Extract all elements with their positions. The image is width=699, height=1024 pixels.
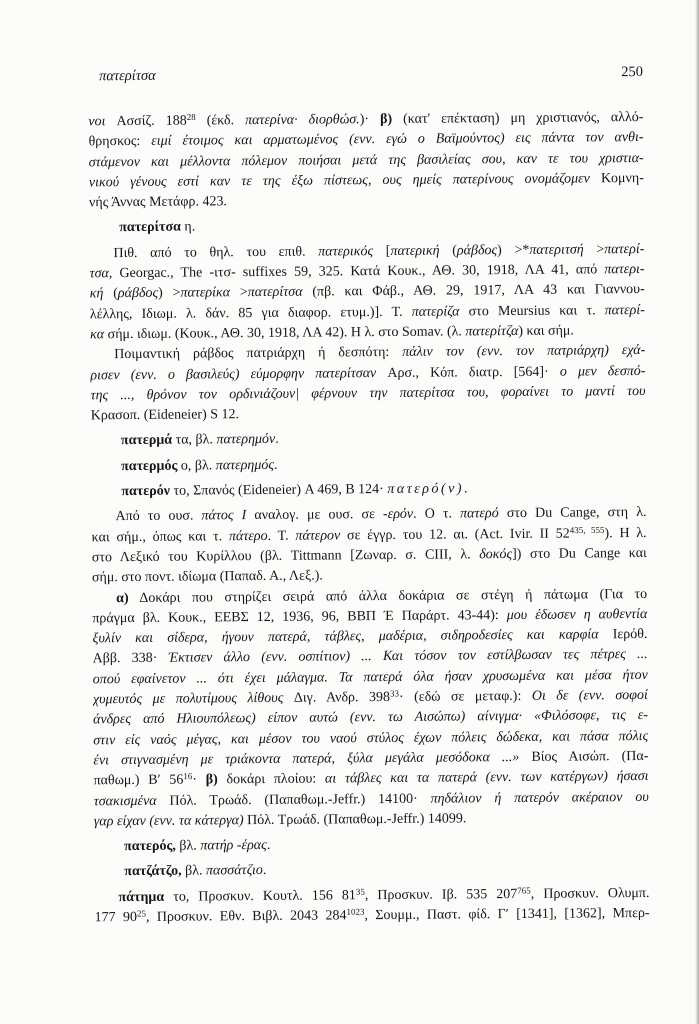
text-run: Πόλ. Τρωάδ. (Παπαθωμ.-Jeffr.) 14100· xyxy=(169,791,431,809)
text-run: > xyxy=(239,285,248,301)
text-run: αι τάβλες και τα πατερά (ενν. των κατέργων) ήσασι xyxy=(324,769,649,787)
dictionary-entry xyxy=(89,214,644,239)
text-run: -ερόν xyxy=(382,507,414,523)
text-run: ένι στιγνασμένη με τριάκοντα πατερά, ξύλα μεγάλα μεσόδοκα ...» xyxy=(93,749,532,769)
text-run: της ..., θρόνον τον ορδινιάζουν| φέρνουν την πατερίτσα του, φοραίνει το μαντί του xyxy=(90,383,646,404)
text-run: Κομνη- xyxy=(600,170,644,187)
text-run: 25 xyxy=(136,908,147,919)
text-run: , Προσκυν. Ολυμπ. xyxy=(530,885,650,902)
text-run: 765 xyxy=(517,885,531,896)
text-run: 16 xyxy=(183,771,193,782)
text-line xyxy=(94,808,649,833)
text-run: πατζάτζο, xyxy=(124,864,182,880)
text-run: (κατ' επέκταση) μη χριστιανός, αλλό- xyxy=(392,109,644,127)
dictionary-entry xyxy=(91,453,646,478)
text-run: βλ. xyxy=(181,863,207,880)
text-run: Αββ. 338· xyxy=(92,651,169,667)
text-run: Ασσίζ. 188 xyxy=(116,113,187,130)
text-run: Πόλ. Τρωάδ. (Παπαθωμ.-Jeffr.) 14099. xyxy=(247,811,467,828)
page-header xyxy=(99,62,643,86)
text-run: στο Du Cange, στη λ. xyxy=(506,505,647,522)
text-run: το, Σπανός (Eideneier) A 469, B 124· xyxy=(169,482,388,499)
text-line xyxy=(89,189,644,214)
text-run: χυμευτός με πολυτίμους λίθους xyxy=(92,690,294,708)
text-run: το, Προσκυν. Κουτλ. 156 81 xyxy=(164,887,356,905)
text-run: πατερί- xyxy=(604,302,645,318)
text-run: ) >* xyxy=(497,242,530,258)
text-run: πράγμα βλ. Κουκ., ΕΕΒΣ 12, 1936, 96, ΒΒΠ Έ Παράρτ. 43-44): xyxy=(92,607,507,627)
text-run: Ιερόθ. xyxy=(612,627,648,643)
text-run: πατερμός xyxy=(121,458,178,474)
text-run: στάμενον και μέλλοντα πόλεμον ποιήσαι μετά της βασιλείας σου, καν τε του χριστια- xyxy=(88,150,644,170)
text-run: αναλογ. με ουσ. σε xyxy=(254,507,384,524)
text-run: πατερίτσα xyxy=(247,284,313,301)
text-run: δοκάρι πλοίου: xyxy=(217,771,326,788)
text-run: Από το ουσ. xyxy=(115,508,202,525)
text-run: Κρασοπ. (Eideneier) S 12. xyxy=(90,407,240,424)
text-run: πατερμά xyxy=(120,433,173,449)
text-run: πάτερο xyxy=(228,528,268,544)
text-run: 1023 xyxy=(346,906,365,917)
text-run: κή xyxy=(89,286,114,302)
text-run: στιν είς ναός μέγας, και μέσον του ναού στύλος έχων πόλεις δώδεκα, και πάσα πόλις xyxy=(93,728,649,748)
text-run: Αρσ., Κόπ. διατρ. [564]· xyxy=(387,364,560,381)
text-run: τσακισμένα xyxy=(93,793,170,809)
text-run: νής Άννας Μετάφρ. 423. xyxy=(88,194,227,211)
text-run: (πβ. και Φάβ., ΑΘ. 29, 1917, ΛΑ 43 και Γιαννου- xyxy=(312,282,645,300)
text-run: ρισεν (ενν. ο βασιλεύς) εύμορφην πατερίτσαν xyxy=(90,365,388,383)
text-run: πατερική xyxy=(390,243,453,259)
text-run: Ποιμαντική ράβδος πατριάρχη ή δεσπότη: xyxy=(114,345,403,363)
text-run: ειμί έτοιμος και αρματωμένος (ενν. εγώ ο Βαϊμούντος) εις πάντα τον ανθι- xyxy=(151,130,644,150)
dictionary-entry xyxy=(91,478,646,503)
text-run: 177 90 xyxy=(94,909,138,926)
text-run: Έκτισεν άλλο (ενν. οσπίτιον) ... Και τόσον τον εστίλβωσαν τες πέτρες ... xyxy=(168,647,648,667)
text-run: α) xyxy=(116,590,129,606)
text-line xyxy=(91,478,646,503)
paragraph xyxy=(88,108,644,214)
text-run: δοκός xyxy=(479,546,513,563)
text-run: 33 xyxy=(389,688,399,699)
text-line xyxy=(91,453,646,478)
text-run: 28 xyxy=(186,111,196,123)
text-run: στο Meursius και τ. xyxy=(468,302,605,320)
text-run: 435, 555 xyxy=(569,524,605,535)
text-line xyxy=(94,833,649,858)
text-run: πατερό xyxy=(460,506,507,522)
text-run: ράβδος xyxy=(456,242,498,259)
text-run: ) > xyxy=(158,285,181,302)
text-run: πατερίζα xyxy=(411,304,469,320)
text-run: τσα, xyxy=(89,266,120,282)
text-run: Οι δε (ενν. σοφοί xyxy=(531,687,648,704)
text-run: ράβδος xyxy=(117,286,159,302)
text-run: . xyxy=(262,863,267,879)
text-run: . xyxy=(266,838,271,854)
text-run: Δοκάρι που στηρίζει σειρά από άλλα δοκάρια σε στέγη ή πάτωμα (Για το xyxy=(128,586,648,606)
dictionary-entry xyxy=(94,833,649,858)
text-run: πατερίκα xyxy=(180,285,240,301)
text-run: πατερικός xyxy=(318,243,386,260)
text-run: β) xyxy=(379,111,393,128)
text-run: οπού εφαίνετον ... ότι έχει μάλαγμα. Τα πατερά όλα ήσαν χρυσωμένα και μέσα ήτον xyxy=(92,667,648,688)
text-run: · xyxy=(192,772,206,788)
text-run: πάλιν τον (ενν. τον πατριάρχη) εχά- xyxy=(402,343,646,361)
text-run: πατερίτσα xyxy=(119,220,181,236)
text-run: πατερός, xyxy=(124,838,176,855)
text-run: σήμ. στο ποντ. ιδίωμα (Παπαδ. Α., Λεξ.). xyxy=(91,568,323,586)
text-run: πατεριτσή xyxy=(529,242,597,258)
text-run: πατήρ -έρας xyxy=(200,838,267,854)
text-run: Διγ. Ανδρ. 398 xyxy=(293,689,391,706)
text-run: 35 xyxy=(355,886,365,897)
text-run: . xyxy=(463,481,468,497)
page-number: 250 xyxy=(621,63,644,81)
text-run: πατερημόν xyxy=(216,432,276,448)
paragraph xyxy=(90,341,646,427)
text-line xyxy=(89,214,644,239)
text-run: παθωμ.) Β′ 56 xyxy=(93,772,184,789)
text-run: ( xyxy=(452,243,457,259)
page-body xyxy=(88,108,649,929)
text-run: , Προσκυν. Εθν. Βιβλ. 2043 284 xyxy=(145,908,347,925)
text-run: πάτερον xyxy=(295,527,348,544)
text-run: [ xyxy=(385,243,391,259)
text-run: νικού γένους εστί καν τε της έξω πίστεως, ους ημείς πατερίνους ονομάζομεν xyxy=(88,171,601,191)
text-run: κα xyxy=(90,327,108,343)
paragraph xyxy=(89,240,645,346)
text-line xyxy=(91,427,646,452)
text-run: Georgac., The -ιτσ- suffixes 59, 325. Κατά Κουκ., ΑΘ. 30, 1918, ΛΑ 41, από xyxy=(119,262,605,282)
text-run: τα, βλ. xyxy=(172,432,217,449)
text-run: (έκδ. xyxy=(195,113,246,129)
text-run: πατερίνα· διορθώσ. xyxy=(244,112,360,129)
text-run: πατερί- xyxy=(604,241,645,258)
text-run: σήμ. ιδιωμ. (Κουκ., ΑΘ. 30, 1918, ΛΑ 42). Η λ. στο Somav. (λ. xyxy=(107,324,466,343)
text-run: , Προσκυν. Ιβ. 535 207 xyxy=(364,886,518,903)
dictionary-entry xyxy=(91,427,646,452)
text-run: . Τ. xyxy=(267,528,296,544)
text-run: πατερι- xyxy=(604,262,645,278)
text-run: ( xyxy=(113,286,118,302)
text-run: . xyxy=(273,457,278,473)
text-run: ο μεν δεσπό- xyxy=(559,363,646,380)
text-run: , Σουμμ., Παστ. φίδ. Γ′ [1341], [1362], Μπερ- xyxy=(364,905,650,924)
text-run: πάτημα xyxy=(118,889,165,905)
text-run: πατερό(ν) xyxy=(387,481,465,498)
text-run: ) και σήμ. xyxy=(518,323,574,339)
text-run: θρησκος: xyxy=(88,134,152,150)
text-run: λέλλης, Ιδιωμ. λ. δάν. 85 για διαφορ. ετυμ.)]. Τ. xyxy=(89,304,412,322)
text-run: πηδάλιον ή πατερόν ακέραιον ου xyxy=(430,789,649,807)
text-run: μου έδωσεν η αυθεντία xyxy=(506,606,648,623)
text-run: πατερίτζα xyxy=(465,323,519,340)
text-run: πάτος Ι xyxy=(201,508,255,524)
text-run: Πιθ. από το θηλ. του επιθ. xyxy=(113,244,319,261)
text-run: )· xyxy=(359,112,381,128)
text-run: Βίος Αισώπ. (Πα- xyxy=(531,748,649,765)
text-run: · (εδώ σε μεταφ.): xyxy=(398,688,532,705)
text-run: πασσάτζιο xyxy=(205,863,263,879)
text-run: σε έγγρ. του 12. αι. (Act. Ivir. II 52 xyxy=(346,526,570,543)
paragraph xyxy=(94,884,649,929)
text-run: άνδρες από Ηλιουπόλεως) είπον αυτώ (ενν. τω Αισώπω) αίνιγμα· «Φιλόσοφε, τις ε- xyxy=(93,708,649,728)
text-line xyxy=(94,858,649,883)
text-run: ο, βλ. xyxy=(177,458,216,474)
text-run: ]) στο Du Cange και xyxy=(512,545,647,562)
text-run: γαρ είχαν (ενν. τα κάτεργα) xyxy=(93,812,248,830)
text-run: β) xyxy=(205,772,218,788)
paragraph xyxy=(92,584,649,832)
running-headword: πατερίτσα xyxy=(98,67,156,85)
text-run: > xyxy=(596,242,605,258)
text-run: νοι xyxy=(88,114,117,130)
paragraph xyxy=(91,503,647,589)
text-run: . xyxy=(275,432,279,448)
text-run: βλ. xyxy=(175,838,201,854)
text-run: πατερημός xyxy=(215,457,275,474)
text-line xyxy=(95,904,650,929)
text-run: η. xyxy=(180,219,196,236)
text-run: στο Λεξικό του Κυρίλλου (βλ. Tittmann [Ζωναρ. σ. CIII, λ. xyxy=(91,547,480,566)
text-run: ξυλίν και σίδερα, ήγουν πατερά, τάβλες, μαδέρια, σιδηροδεσίες και καρφία xyxy=(92,627,613,647)
text-line xyxy=(91,402,646,427)
text-run: ). Η λ. xyxy=(604,525,647,541)
text-run: . Ο τ. xyxy=(413,506,461,523)
dictionary-entry xyxy=(94,858,649,883)
text-run: πατερόν xyxy=(121,483,171,500)
text-run: και σήμ., όπως και τ. xyxy=(91,528,230,545)
